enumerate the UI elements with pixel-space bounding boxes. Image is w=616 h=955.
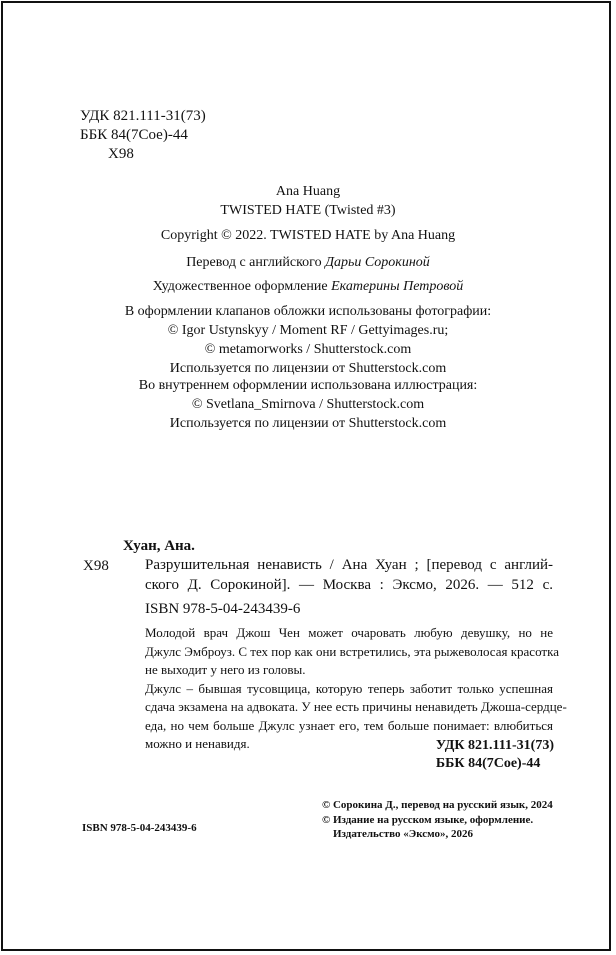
record-bbk: ББК 84(7Сое)-44 [435,756,541,771]
cover-photos-line: Используется по лицензии от Shutterstock.com [169,361,447,376]
credits-block [0,182,616,220]
cover-photos-line: В оформлении клапанов обложки использованы фотографии: [124,304,492,319]
inner-illustration-line: © Svetlana_Smirnova / Shutterstock.com [191,397,425,412]
copyright-line: Copyright © 2022. TWISTED HATE by Ana Huang [160,228,456,243]
record-description [145,555,553,595]
original-author: Ana Huang [275,184,341,199]
record-isbn: ISBN 978-5-04-243439-6 [145,601,301,617]
record-heading: Хуан, Ана. [123,538,195,554]
record-udk: УДК 821.111-31(73) [435,738,554,753]
bbk-code: ББК 84(7Сое)-44 [80,127,188,143]
description-line: Разрушительная ненависть / Ана Хуан ; [перевод с англий- [145,557,553,573]
footer-copyright-line: © Сорокина Д., перевод на русский язык, 2024 [322,799,553,811]
annotation [145,624,567,754]
annotation-line: Молодой врач Джош Чен может очаровать любую девушку, но не [145,625,553,640]
description-line: ского Д. Сорокиной]. — Москва : Эксмо, 2026. — 512 с. [145,577,553,593]
footer-copyright-line: © Издание на русском языке, оформление. [322,813,534,826]
translation-credit-block [0,253,616,272]
design-credit [0,277,616,296]
annotation-line: Джулс – бывшая тусовщица, которую теперь заботит только успешная [145,680,553,696]
record-sign: Х98 [83,558,109,574]
design-prefix: Художественное оформление [152,279,332,294]
footer-copyright-line: Издательство «Эксмо», 2026 [333,828,473,840]
original-title: TWISTED HATE (Twisted #3) [220,203,396,218]
translator-name: Дарьи Сорокиной [325,255,430,270]
copyright-line-block [0,226,616,245]
annotation-line: Джулс Эмброуз. С тех пор как они встретились, эта рыжеволосая красотка [145,643,559,659]
design-credit-block [0,277,616,296]
annotation-line: можно и ненавидя. [145,736,250,751]
translation-prefix: Перевод с английского [186,255,326,270]
translation-credit [0,253,616,272]
inner-illustration-line: Во внутреннем оформлении использована иллюстрация: [138,378,478,393]
footer-isbn: ISBN 978-5-04-243439-6 [82,822,197,834]
annotation-line: сдача экзамена на адвоката. У нее есть причины ненавидеть Джоша-сердце- [145,699,567,714]
record-codes [436,737,554,773]
annotation-line: не выходит у него из головы. [145,662,306,677]
annotation-line: еда, но чем больше Джулс узнает его, тем больше понимает: влюбиться [145,717,553,733]
designer-name: Екатерины Петровой [331,279,464,294]
inner-illustration-block [0,376,616,433]
cover-photos-line: © Igor Ustynskyy / Moment RF / Gettyimages.ru; [167,323,449,338]
udk-code: УДК 821.111-31(73) [80,108,206,124]
author-sign: Х98 [108,146,134,162]
cover-photos-block [0,302,616,378]
footer-copyrights [322,798,553,842]
inner-illustration-line: Используется по лицензии от Shutterstock.com [169,416,447,431]
cover-photos-line: © metamorworks / Shutterstock.com [204,342,412,357]
